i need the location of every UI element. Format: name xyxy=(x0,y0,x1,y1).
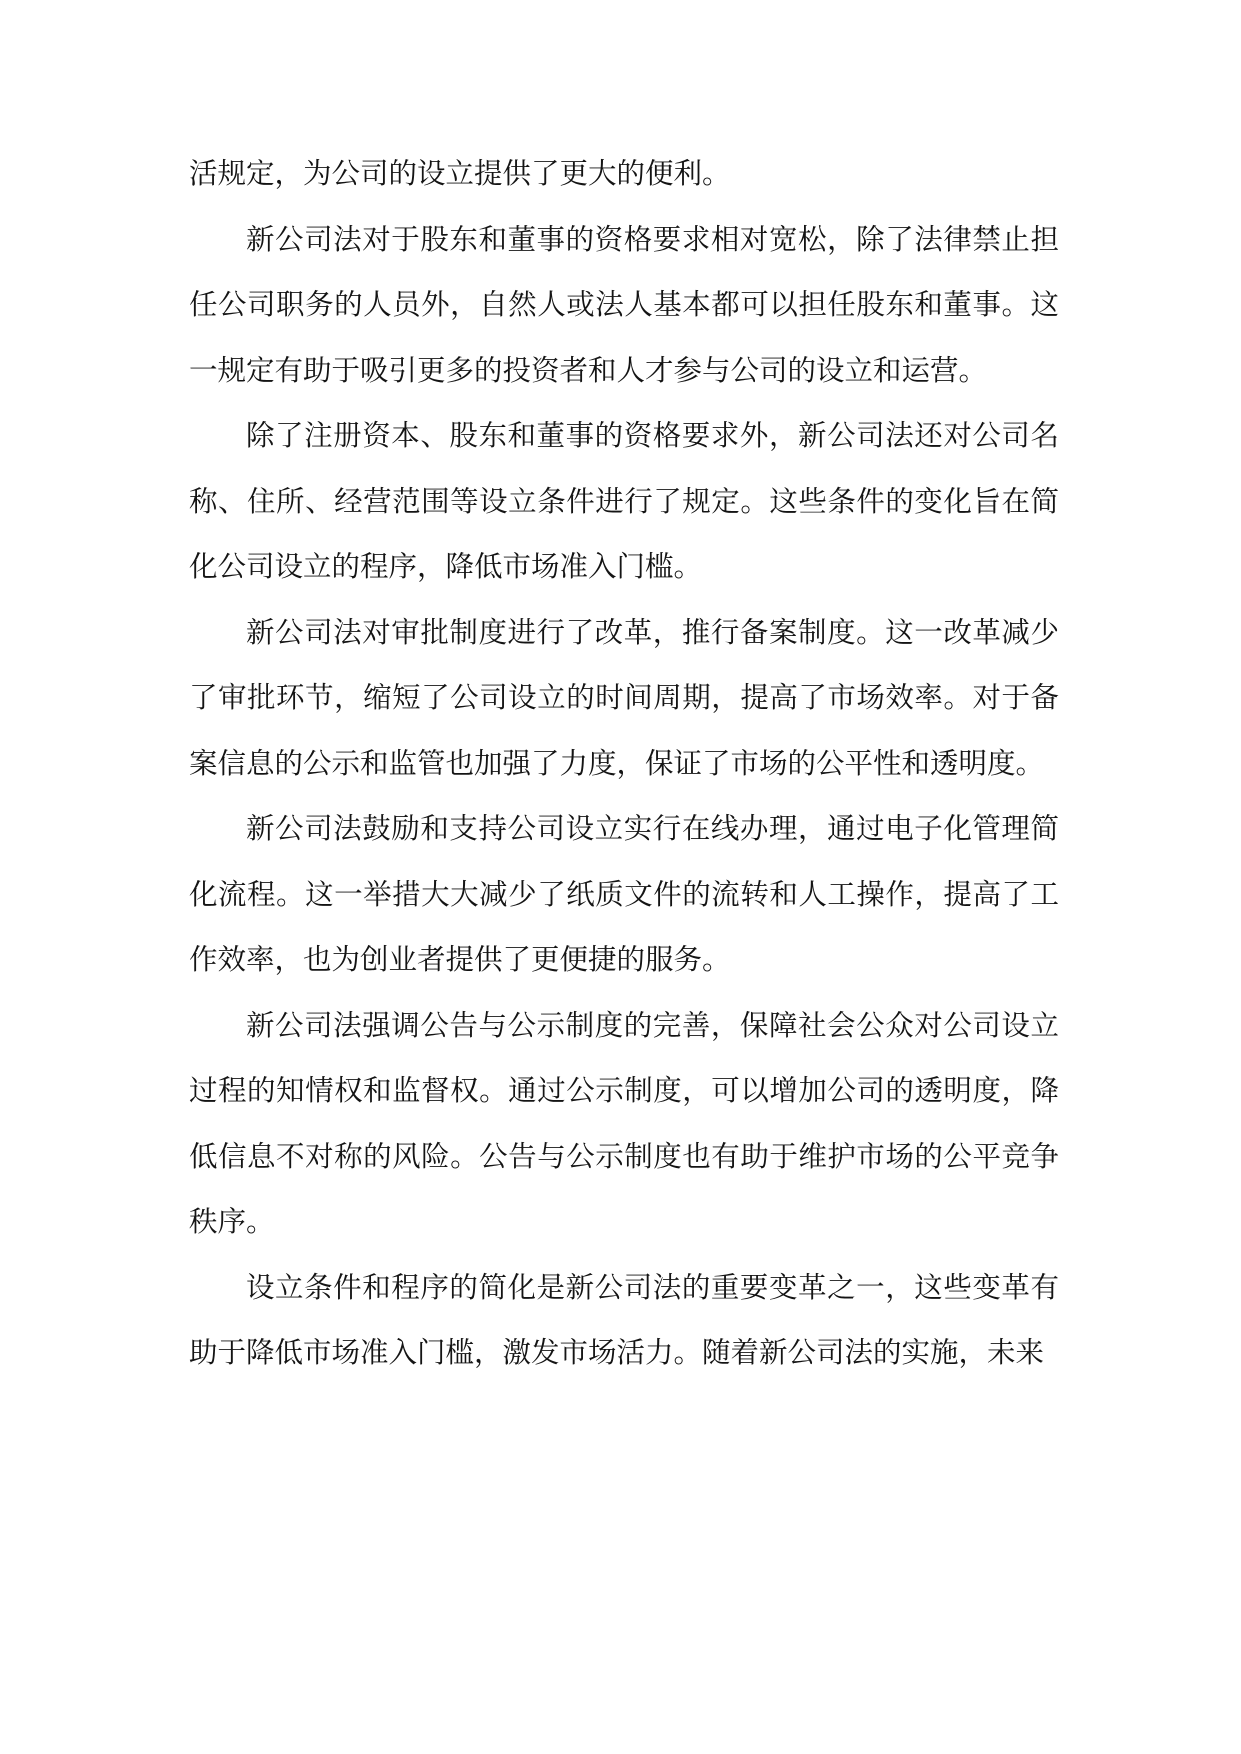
paragraph-2: 新公司法对于股东和董事的资格要求相对宽松，除了法律禁止担任公司职务的人员外，自然人或法人基本都可以担任股东和董事。这一规定有助于吸引更多的投资者和人才参与公司的设立和运营。 xyxy=(189,222,1059,387)
paragraph-4: 新公司法对审批制度进行了改革，推行备案制度。这一改革减少了审批环节，缩短了公司设立的时间周期，提高了市场效率。对于备案信息的公示和监管也加强了力度，保证了市场的公平性和透明度。 xyxy=(189,615,1059,780)
paragraph-5: 新公司法鼓励和支持公司设立实行在线办理，通过电子化管理简化流程。这一举措大大减少了纸质文件的流转和人工操作，提高了工作效率，也为创业者提供了更便捷的服务。 xyxy=(189,812,1059,976)
paragraph-6: 新公司法强调公告与公示制度的完善，保障社会公众对公司设立过程的知情权和监督权。通过公示制度，可以增加公司的透明度，降低信息不对称的风险。公告与公示制度也有助于维护市场的公平竞争秩序。 xyxy=(189,1008,1059,1238)
paragraph-7: 设立条件和程序的简化是新公司法的重要变革之一，这些变革有助于降低市场准入门槛，激发市场活力。随着新公司法的实施，未来 xyxy=(189,1270,1059,1369)
paragraph-3: 除了注册资本、股东和董事的资格要求外，新公司法还对公司名称、住所、经营范围等设立条件进行了规定。这些条件的变化旨在简化公司设立的程序，降低市场准入门槛。 xyxy=(189,419,1059,583)
document-body xyxy=(189,141,1059,1386)
paragraph-1: 活规定，为公司的设立提供了更大的便利。 xyxy=(189,157,731,190)
